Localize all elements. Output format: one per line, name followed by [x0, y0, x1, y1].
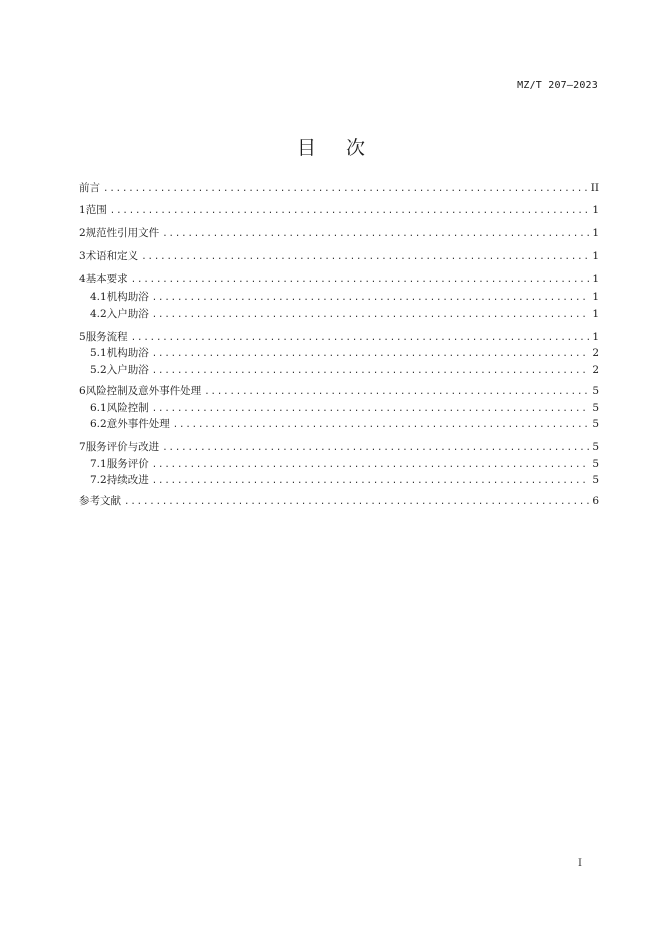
toc-entry-number: 7	[79, 441, 86, 453]
dot-leader	[124, 495, 589, 509]
toc-entry-label: 机构助浴	[106, 291, 149, 303]
toc-entry[interactable]	[90, 401, 599, 415]
toc-entry[interactable]	[90, 417, 599, 431]
dot-leader	[141, 250, 589, 264]
toc-entry-number: 6.2	[90, 418, 107, 430]
toc-entry-page: 6	[592, 495, 599, 507]
toc-entry-number: 3	[79, 250, 86, 262]
toc-entry-number: 4.2	[90, 308, 107, 320]
toc-entry-number: 1	[79, 204, 86, 216]
toc-entry[interactable]	[90, 290, 599, 304]
toc-entry-number: 6.1	[90, 402, 107, 414]
toc-entry-label: 持续改进	[106, 474, 149, 486]
dot-leader	[152, 291, 590, 305]
toc-entry-label: 术语和定义	[85, 250, 139, 262]
toc-entry-page: 2	[592, 364, 599, 376]
toc-entry-page: 1	[592, 250, 599, 262]
toc-entry-label: 风险控制及意外事件处理	[85, 385, 202, 397]
standard-code: MZ/T 207—2023	[517, 80, 598, 91]
dot-leader	[131, 273, 590, 287]
toc-entry[interactable]	[79, 330, 599, 344]
toc-entry-page: 1	[592, 291, 599, 303]
toc-entry-number: 6	[79, 385, 86, 397]
toc-entry-label: 规范性引用文件	[85, 227, 160, 239]
dot-leader	[110, 204, 590, 218]
dot-leader	[204, 385, 589, 399]
toc-entry-page: 5	[592, 458, 599, 470]
toc-entry-page: 5	[592, 385, 599, 397]
toc-entry-page: 5	[592, 441, 599, 453]
toc-entry-page: 1	[592, 308, 599, 320]
toc-entry[interactable]	[79, 203, 599, 217]
toc-entry[interactable]	[90, 346, 599, 360]
dot-leader	[173, 418, 590, 432]
toc-entry[interactable]	[79, 384, 599, 398]
dot-leader	[152, 402, 590, 416]
toc-entry-number: 5.2	[90, 364, 107, 376]
toc-entry[interactable]	[79, 440, 599, 454]
toc-entry[interactable]	[79, 249, 599, 263]
toc-entry-number: 4	[79, 273, 86, 285]
page-number: I	[578, 858, 582, 869]
toc-entry-page: 1	[592, 331, 599, 343]
toc-entry[interactable]	[90, 307, 599, 321]
toc-entry-page: 5	[592, 402, 599, 414]
toc-entry-label: 入户助浴	[106, 364, 149, 376]
toc-entry-page: 5	[592, 418, 599, 430]
toc-entry-page: 5	[592, 474, 599, 486]
toc-entry[interactable]	[90, 457, 599, 471]
dot-leader	[103, 182, 588, 196]
toc-entry-number: 5	[79, 331, 86, 343]
toc-entry-number: 2	[79, 227, 86, 239]
toc-entry[interactable]	[90, 473, 599, 487]
toc-entry-number: 7.2	[90, 474, 107, 486]
dot-leader	[152, 308, 590, 322]
toc-entry[interactable]	[79, 226, 599, 240]
toc-title-char-1: 目	[296, 137, 316, 159]
toc-title	[0, 133, 662, 160]
toc-entry-page: 1	[592, 227, 599, 239]
dot-leader	[162, 441, 589, 455]
toc-entry-page: 1	[592, 273, 599, 285]
toc-title-char-2: 次	[346, 137, 366, 159]
dot-leader	[152, 458, 590, 472]
toc-entry-label: 服务评价与改进	[85, 441, 160, 453]
toc-entry-number: 5.1	[90, 347, 107, 359]
toc-entry-label: 前言	[79, 182, 100, 194]
toc-entry-label: 入户助浴	[106, 308, 149, 320]
toc-entry[interactable]	[79, 494, 599, 508]
toc-entry-label: 范围	[85, 204, 107, 216]
dot-leader	[162, 227, 589, 241]
dot-leader	[152, 347, 590, 361]
toc-entry-page: II	[590, 182, 599, 194]
toc-entry-page: 2	[592, 347, 599, 359]
toc-entry-number: 7.1	[90, 458, 107, 470]
dot-leader	[152, 364, 590, 378]
dot-leader	[152, 474, 590, 488]
toc-entry-page: 1	[592, 204, 599, 216]
toc-entry-label: 意外事件处理	[106, 418, 170, 430]
toc-entry[interactable]	[90, 363, 599, 377]
toc-entry-number: 4.1	[90, 291, 107, 303]
toc-entry-label: 风险控制	[106, 402, 149, 414]
toc-entry[interactable]	[79, 181, 599, 195]
toc-entry[interactable]	[79, 272, 599, 286]
toc-entry-label: 机构助浴	[106, 347, 149, 359]
toc-entry-label: 参考文献	[79, 495, 121, 507]
toc-entry-label: 服务评价	[106, 458, 149, 470]
toc-entry-label: 基本要求	[85, 273, 128, 285]
toc-entry-label: 服务流程	[85, 331, 128, 343]
dot-leader	[131, 331, 590, 345]
